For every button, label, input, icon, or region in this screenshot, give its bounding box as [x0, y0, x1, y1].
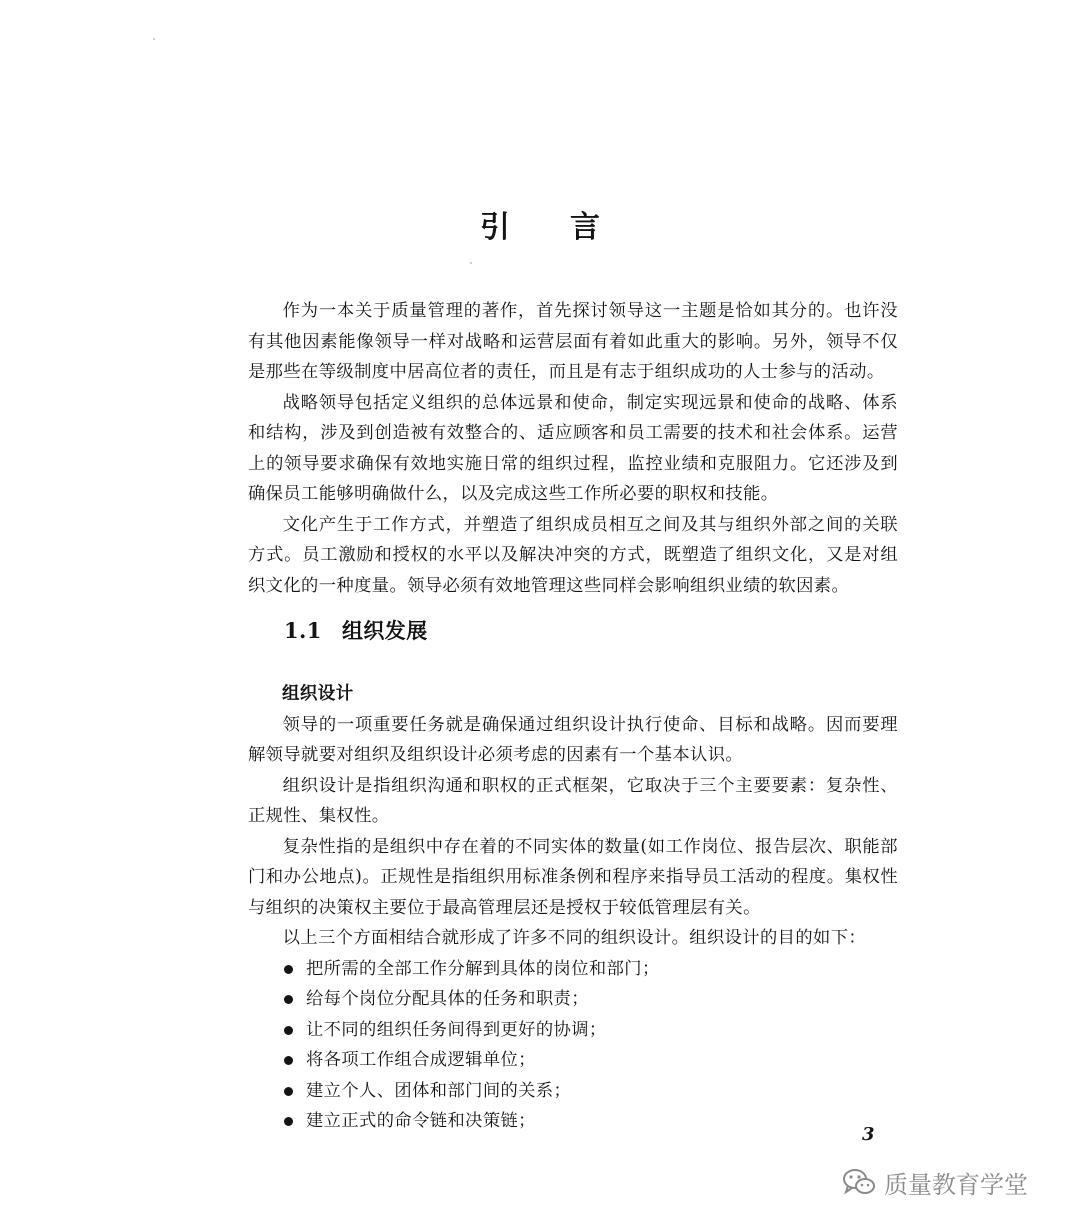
body-paragraph: 以上三个方面相结合就形成了许多不同的组织设计。组织设计的目的如下： [282, 928, 867, 948]
list-item-text: 建立个人、团体和部门间的关系； [306, 1080, 572, 1101]
section-number: 1.1 [284, 618, 322, 643]
scan-speck [470, 262, 472, 264]
chapter-title-char: 引 [480, 210, 510, 245]
intro-paragraph: 文化产生于工作方式，并塑造了组织成员相互之间及其与组织外部之间的关联方式。员工激励和授权的水平以及解决冲突的方式，既塑造了组织文化，又是对组织文化的一种度量。领导必须有效地管理这些同样会影响组织业绩的软因素。 [248, 514, 898, 596]
list-item [248, 1076, 898, 1107]
list-item [248, 1045, 898, 1076]
bullet-icon [284, 1087, 293, 1096]
list-item [248, 984, 898, 1015]
scan-speck [153, 38, 155, 40]
intro-paragraph: 战略领导包括定义组织的总体远景和使命，制定实现远景和使命的战略、体系和结构，涉及到创造被有效整合的、适应顾客和员工需要的技术和社会体系。运营上的领导要求确保有效地实施日常的组织过程，监控业绩和克服阻力。它还涉及到确保员工能够明确做什么，以及完成这些工作所必要的职权和技能。 [248, 392, 898, 504]
body-paragraph: 组织设计是指组织沟通和职权的正式框架，它取决于三个主要要素：复杂性、正规性、集权性。 [248, 775, 898, 826]
watermark-text: 质量教育学堂 [884, 1170, 1028, 1199]
body-paragraph: 领导的一项重要任务就是确保通过组织设计执行使命、目标和战略。因而要理解领导就要对组织及组织设计必须考虑的因素有一个基本认识。 [248, 714, 898, 765]
list-item [248, 1015, 898, 1046]
body-paragraph: 复杂性指的是组织中存在着的不同实体的数量(如工作岗位、报告层次、职能部门和办公地点)。正规性是指组织用标准条例和程序来指导员工活动的程度。集权性与组织的决策权主要位于最高管理层还是授权于较低管理层有关。 [248, 836, 898, 918]
subsection-heading: 组织设计 [282, 684, 354, 704]
bullet-icon [284, 995, 293, 1004]
intro-paragraph: 作为一本关于质量管理的著作，首先探讨领导这一主题是恰如其分的。也许没有其他因素能像领导一样对战略和运营层面有着如此重大的影响。另外，领导不仅是那些在等级制度中居高位者的责任，而且是有志于组织成功的人士参与的活动。 [248, 301, 898, 382]
bullet-icon [284, 1056, 293, 1065]
list-item [248, 1106, 898, 1137]
section-heading [284, 615, 898, 647]
list-item-text: 将各项工作组合成逻辑单位； [306, 1050, 536, 1070]
wechat-icon [842, 1167, 876, 1197]
chapter-title [0, 208, 1080, 248]
list-item-text: 建立正式的命令链和决策链； [306, 1111, 536, 1131]
bullet-icon [284, 1117, 293, 1126]
page-number: 3 [862, 1124, 875, 1145]
bullet-icon [284, 1026, 293, 1035]
section-title: 组织发展 [342, 619, 428, 643]
list-item-text: 让不同的组织任务间得到更好的协调； [306, 1019, 607, 1040]
list-item [248, 954, 898, 985]
list-item-text: 给每个岗位分配具体的任务和职责； [306, 989, 589, 1009]
purpose-list [248, 954, 898, 1137]
list-item-text: 把所需的全部工作分解到具体的岗位和部门； [306, 958, 660, 979]
chapter-title-char: 言 [570, 210, 600, 245]
bullet-icon [284, 965, 293, 974]
watermark [842, 1164, 1028, 1200]
page-body [248, 296, 898, 1137]
